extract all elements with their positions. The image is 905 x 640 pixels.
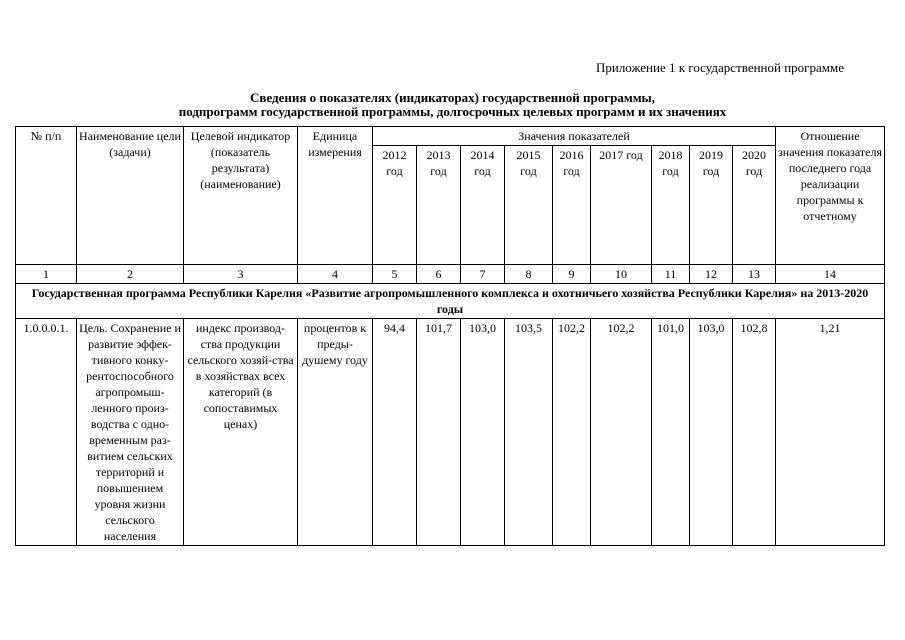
header-year: 2019 год — [690, 146, 733, 265]
column-number: 6 — [417, 265, 461, 284]
indicators-table — [15, 126, 885, 546]
row-value-2019: 103,0 — [690, 319, 733, 546]
table-row — [16, 319, 885, 546]
title-line-2: подпрограмм государственной программы, долгосрочных целевых программ и их значениях — [178, 104, 727, 119]
row-value-2014: 103,0 — [461, 319, 505, 546]
column-number: 2 — [77, 265, 184, 284]
header-year: 2017 год — [591, 146, 652, 265]
column-number: 3 — [184, 265, 298, 284]
row-goal: Цель. Сохранение и развитие эффек-тивного конку-рентоспособного агропромыш-ленного произ-водства с одно-временным раз-витием сельских территорий и повышением уровня жизни сельского населения — [77, 319, 184, 546]
program-row — [16, 284, 885, 319]
header-year: 2020 год — [733, 146, 776, 265]
header-indicator: Целевой индикатор (показатель результата) (наименование) — [184, 127, 298, 265]
row-value-2013: 101,7 — [417, 319, 461, 546]
header-year: 2016 год — [553, 146, 591, 265]
row-value-2016: 102,2 — [553, 319, 591, 546]
header-year: 2018 год — [652, 146, 690, 265]
column-number: 9 — [553, 265, 591, 284]
header-year: 2015 год — [505, 146, 553, 265]
row-indicator: индекс производ-ства продукции сельского хозяй-ства в хозяйствах всех категорий (в сопоставимых ценах) — [184, 319, 298, 546]
header-year: 2012 год — [373, 146, 417, 265]
row-value-2012: 94,4 — [373, 319, 417, 546]
column-number: 14 — [776, 265, 885, 284]
column-number: 7 — [461, 265, 505, 284]
header-unit: Единица измерения — [298, 127, 373, 265]
header-goal: Наименование цели (задачи) — [77, 127, 184, 265]
row-unit: процентов к преды-душему году — [298, 319, 373, 546]
row-value-2015: 103,5 — [505, 319, 553, 546]
row-num: 1.0.0.0.1. — [16, 319, 77, 546]
program-title: Государственная программа Республики Карелия «Развитие агропромышленного комплекса и охотничьего хозяйства Республики Карелия» на 2013-2020 годы — [16, 284, 885, 319]
column-number: 1 — [16, 265, 77, 284]
title-line-1: Сведения о показателях (индикаторах) государственной программы, — [250, 90, 655, 105]
column-number: 11 — [652, 265, 690, 284]
column-number: 12 — [690, 265, 733, 284]
header-year: 2013 год — [417, 146, 461, 265]
header-ratio: Отношение значения показателя последнего года реализации программы к отчетному — [776, 127, 885, 265]
header-num: № п/п — [16, 127, 77, 265]
column-number: 10 — [591, 265, 652, 284]
column-number: 13 — [733, 265, 776, 284]
header-year: 2014 год — [461, 146, 505, 265]
column-number: 4 — [298, 265, 373, 284]
row-value-2018: 101,0 — [652, 319, 690, 546]
column-numbers-row — [16, 265, 885, 284]
header-values-group: Значения показателей — [373, 127, 776, 146]
column-number: 5 — [373, 265, 417, 284]
header-row-1 — [16, 127, 885, 146]
annex-caption: Приложение 1 к государственной программе — [595, 60, 844, 75]
row-value-2020: 102,8 — [733, 319, 776, 546]
column-number: 8 — [505, 265, 553, 284]
row-value-2017: 102,2 — [591, 319, 652, 546]
document-title — [0, 91, 905, 119]
row-ratio: 1,21 — [776, 319, 885, 546]
